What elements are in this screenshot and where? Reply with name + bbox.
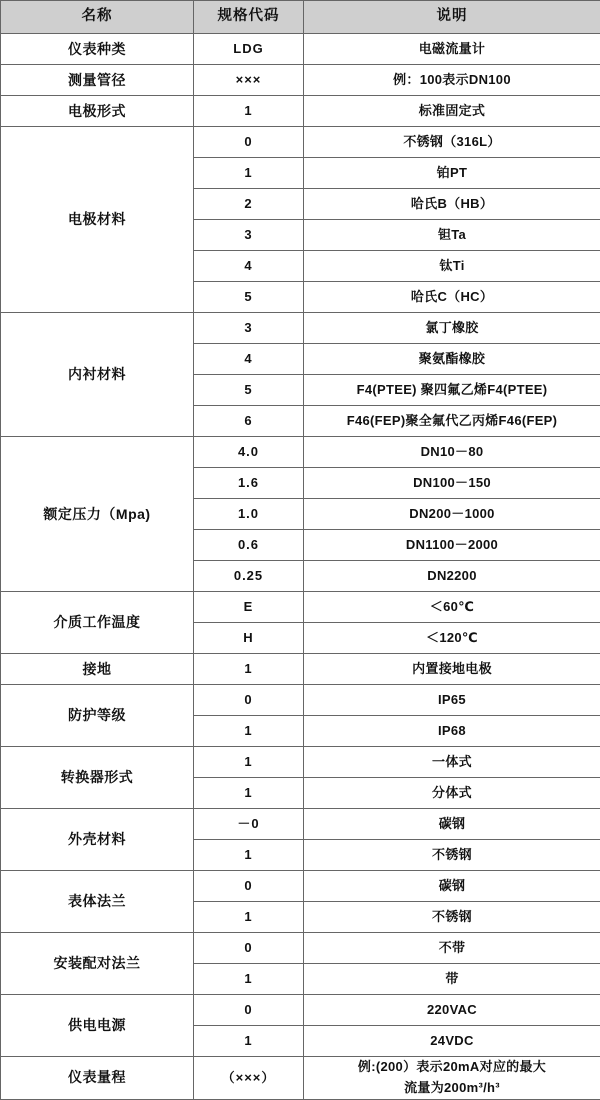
spec-description-cell: 不锈钢	[304, 840, 600, 871]
row-group-name: 电极形式	[1, 96, 194, 127]
spec-code-cell: E	[194, 592, 304, 623]
spec-code-cell: 1	[194, 654, 304, 685]
column-header-description: 说明	[304, 1, 600, 34]
spec-code-cell: 1	[194, 840, 304, 871]
table-row	[1, 871, 600, 902]
spec-code-cell: 0	[194, 871, 304, 902]
spec-description-cell: 钽Ta	[304, 220, 600, 251]
spec-code-cell: 0	[194, 933, 304, 964]
row-group-name: 表体法兰	[1, 871, 194, 933]
spec-description-cell: IP68	[304, 716, 600, 747]
spec-code-cell: 1.0	[194, 499, 304, 530]
spec-description-cell: 不锈钢	[304, 902, 600, 933]
column-header-code: 规格代码	[194, 1, 304, 34]
spec-description-cell: 钛Ti	[304, 251, 600, 282]
row-group-name: 内衬材料	[1, 313, 194, 437]
table-header-row	[1, 1, 600, 34]
spec-code-cell: 2	[194, 189, 304, 220]
spec-code-cell: LDG	[194, 34, 304, 65]
row-group-name: 外壳材料	[1, 809, 194, 871]
spec-description-cell: 铂PT	[304, 158, 600, 189]
spec-description-cell: DN200－1000	[304, 499, 600, 530]
table-row	[1, 592, 600, 623]
spec-description-cell: 一体式	[304, 747, 600, 778]
spec-code-cell: 4	[194, 251, 304, 282]
spec-description-cell: ＜120℃	[304, 623, 600, 654]
spec-description-cell: 标准固定式	[304, 96, 600, 127]
row-group-name: 介质工作温度	[1, 592, 194, 654]
spec-code-cell: 4.0	[194, 437, 304, 468]
table-row	[1, 809, 600, 840]
spec-code-cell: 5	[194, 282, 304, 313]
spec-description-cell: 碳钢	[304, 871, 600, 902]
spec-description-cell: 不带	[304, 933, 600, 964]
table-row	[1, 437, 600, 468]
spec-code-cell: 1	[194, 778, 304, 809]
spec-code-cell: （×××）	[194, 1057, 304, 1100]
spec-code-cell: 4	[194, 344, 304, 375]
table-row	[1, 995, 600, 1026]
spec-description-cell: 氯丁橡胶	[304, 313, 600, 344]
spec-code-cell: 1	[194, 902, 304, 933]
spec-description-cell: 碳钢	[304, 809, 600, 840]
table-row	[1, 65, 600, 96]
spec-description-cell: 带	[304, 964, 600, 995]
spec-description-cell: 24VDC	[304, 1026, 600, 1057]
spec-code-cell: 1	[194, 158, 304, 189]
table-row	[1, 747, 600, 778]
spec-description-cell: F46(FEP)聚全氟代乙丙烯F46(FEP)	[304, 406, 600, 437]
column-header-name: 名称	[1, 1, 194, 34]
spec-code-cell: 1	[194, 747, 304, 778]
row-group-name: 测量管径	[1, 65, 194, 96]
spec-code-cell: 1	[194, 964, 304, 995]
spec-description-cell: 电磁流量计	[304, 34, 600, 65]
spec-code-cell: 0	[194, 685, 304, 716]
spec-code-cell: H	[194, 623, 304, 654]
spec-code-cell: 1	[194, 96, 304, 127]
row-group-name: 供电电源	[1, 995, 194, 1057]
spec-code-cell: 1	[194, 716, 304, 747]
table-row	[1, 96, 600, 127]
table-row	[1, 313, 600, 344]
spec-code-cell: 3	[194, 220, 304, 251]
spec-code-cell: 3	[194, 313, 304, 344]
spec-description-cell: 例：100表示DN100	[304, 65, 600, 96]
spec-code-cell: 0	[194, 995, 304, 1026]
spec-code-cell: ×××	[194, 65, 304, 96]
spec-code-cell: －0	[194, 809, 304, 840]
spec-description-cell: DN10－80	[304, 437, 600, 468]
spec-description-cell: F4(PTEE) 聚四氟乙烯F4(PTEE)	[304, 375, 600, 406]
spec-code-cell: 1.6	[194, 468, 304, 499]
spec-description-cell: DN2200	[304, 561, 600, 592]
spec-code-cell: 0.6	[194, 530, 304, 561]
spec-description-cell: 例:(200）表示20mA对应的最大 流量为200m³/h³	[304, 1057, 600, 1100]
row-group-name: 转换器形式	[1, 747, 194, 809]
spec-code-cell: 5	[194, 375, 304, 406]
table-row	[1, 1057, 600, 1100]
spec-description-cell: IP65	[304, 685, 600, 716]
spec-description-cell: 220VAC	[304, 995, 600, 1026]
row-group-name: 额定压力（Mpa)	[1, 437, 194, 592]
spec-description-cell: 分体式	[304, 778, 600, 809]
row-group-name: 接地	[1, 654, 194, 685]
spec-description-cell: 哈氏B（HB）	[304, 189, 600, 220]
table-row	[1, 933, 600, 964]
row-group-name: 安装配对法兰	[1, 933, 194, 995]
table-row	[1, 654, 600, 685]
spec-description-cell: DN100－150	[304, 468, 600, 499]
row-group-name: 仪表量程	[1, 1057, 194, 1100]
spec-description-cell: ＜60℃	[304, 592, 600, 623]
spec-code-cell: 0.25	[194, 561, 304, 592]
row-group-name: 电极材料	[1, 127, 194, 313]
row-group-name: 防护等级	[1, 685, 194, 747]
spec-description-cell: DN1100－2000	[304, 530, 600, 561]
spec-description-cell: 内置接地电极	[304, 654, 600, 685]
table-body	[1, 34, 600, 1100]
spec-description-cell: 哈氏C（HC）	[304, 282, 600, 313]
table-header	[1, 1, 600, 34]
spec-code-cell: 1	[194, 1026, 304, 1057]
table-row	[1, 127, 600, 158]
row-group-name: 仪表种类	[1, 34, 194, 65]
table-row	[1, 34, 600, 65]
spec-description-cell: 聚氨酯橡胶	[304, 344, 600, 375]
spec-code-cell: 0	[194, 127, 304, 158]
spec-code-cell: 6	[194, 406, 304, 437]
spec-description-cell: 不锈钢（316L）	[304, 127, 600, 158]
table-row	[1, 685, 600, 716]
